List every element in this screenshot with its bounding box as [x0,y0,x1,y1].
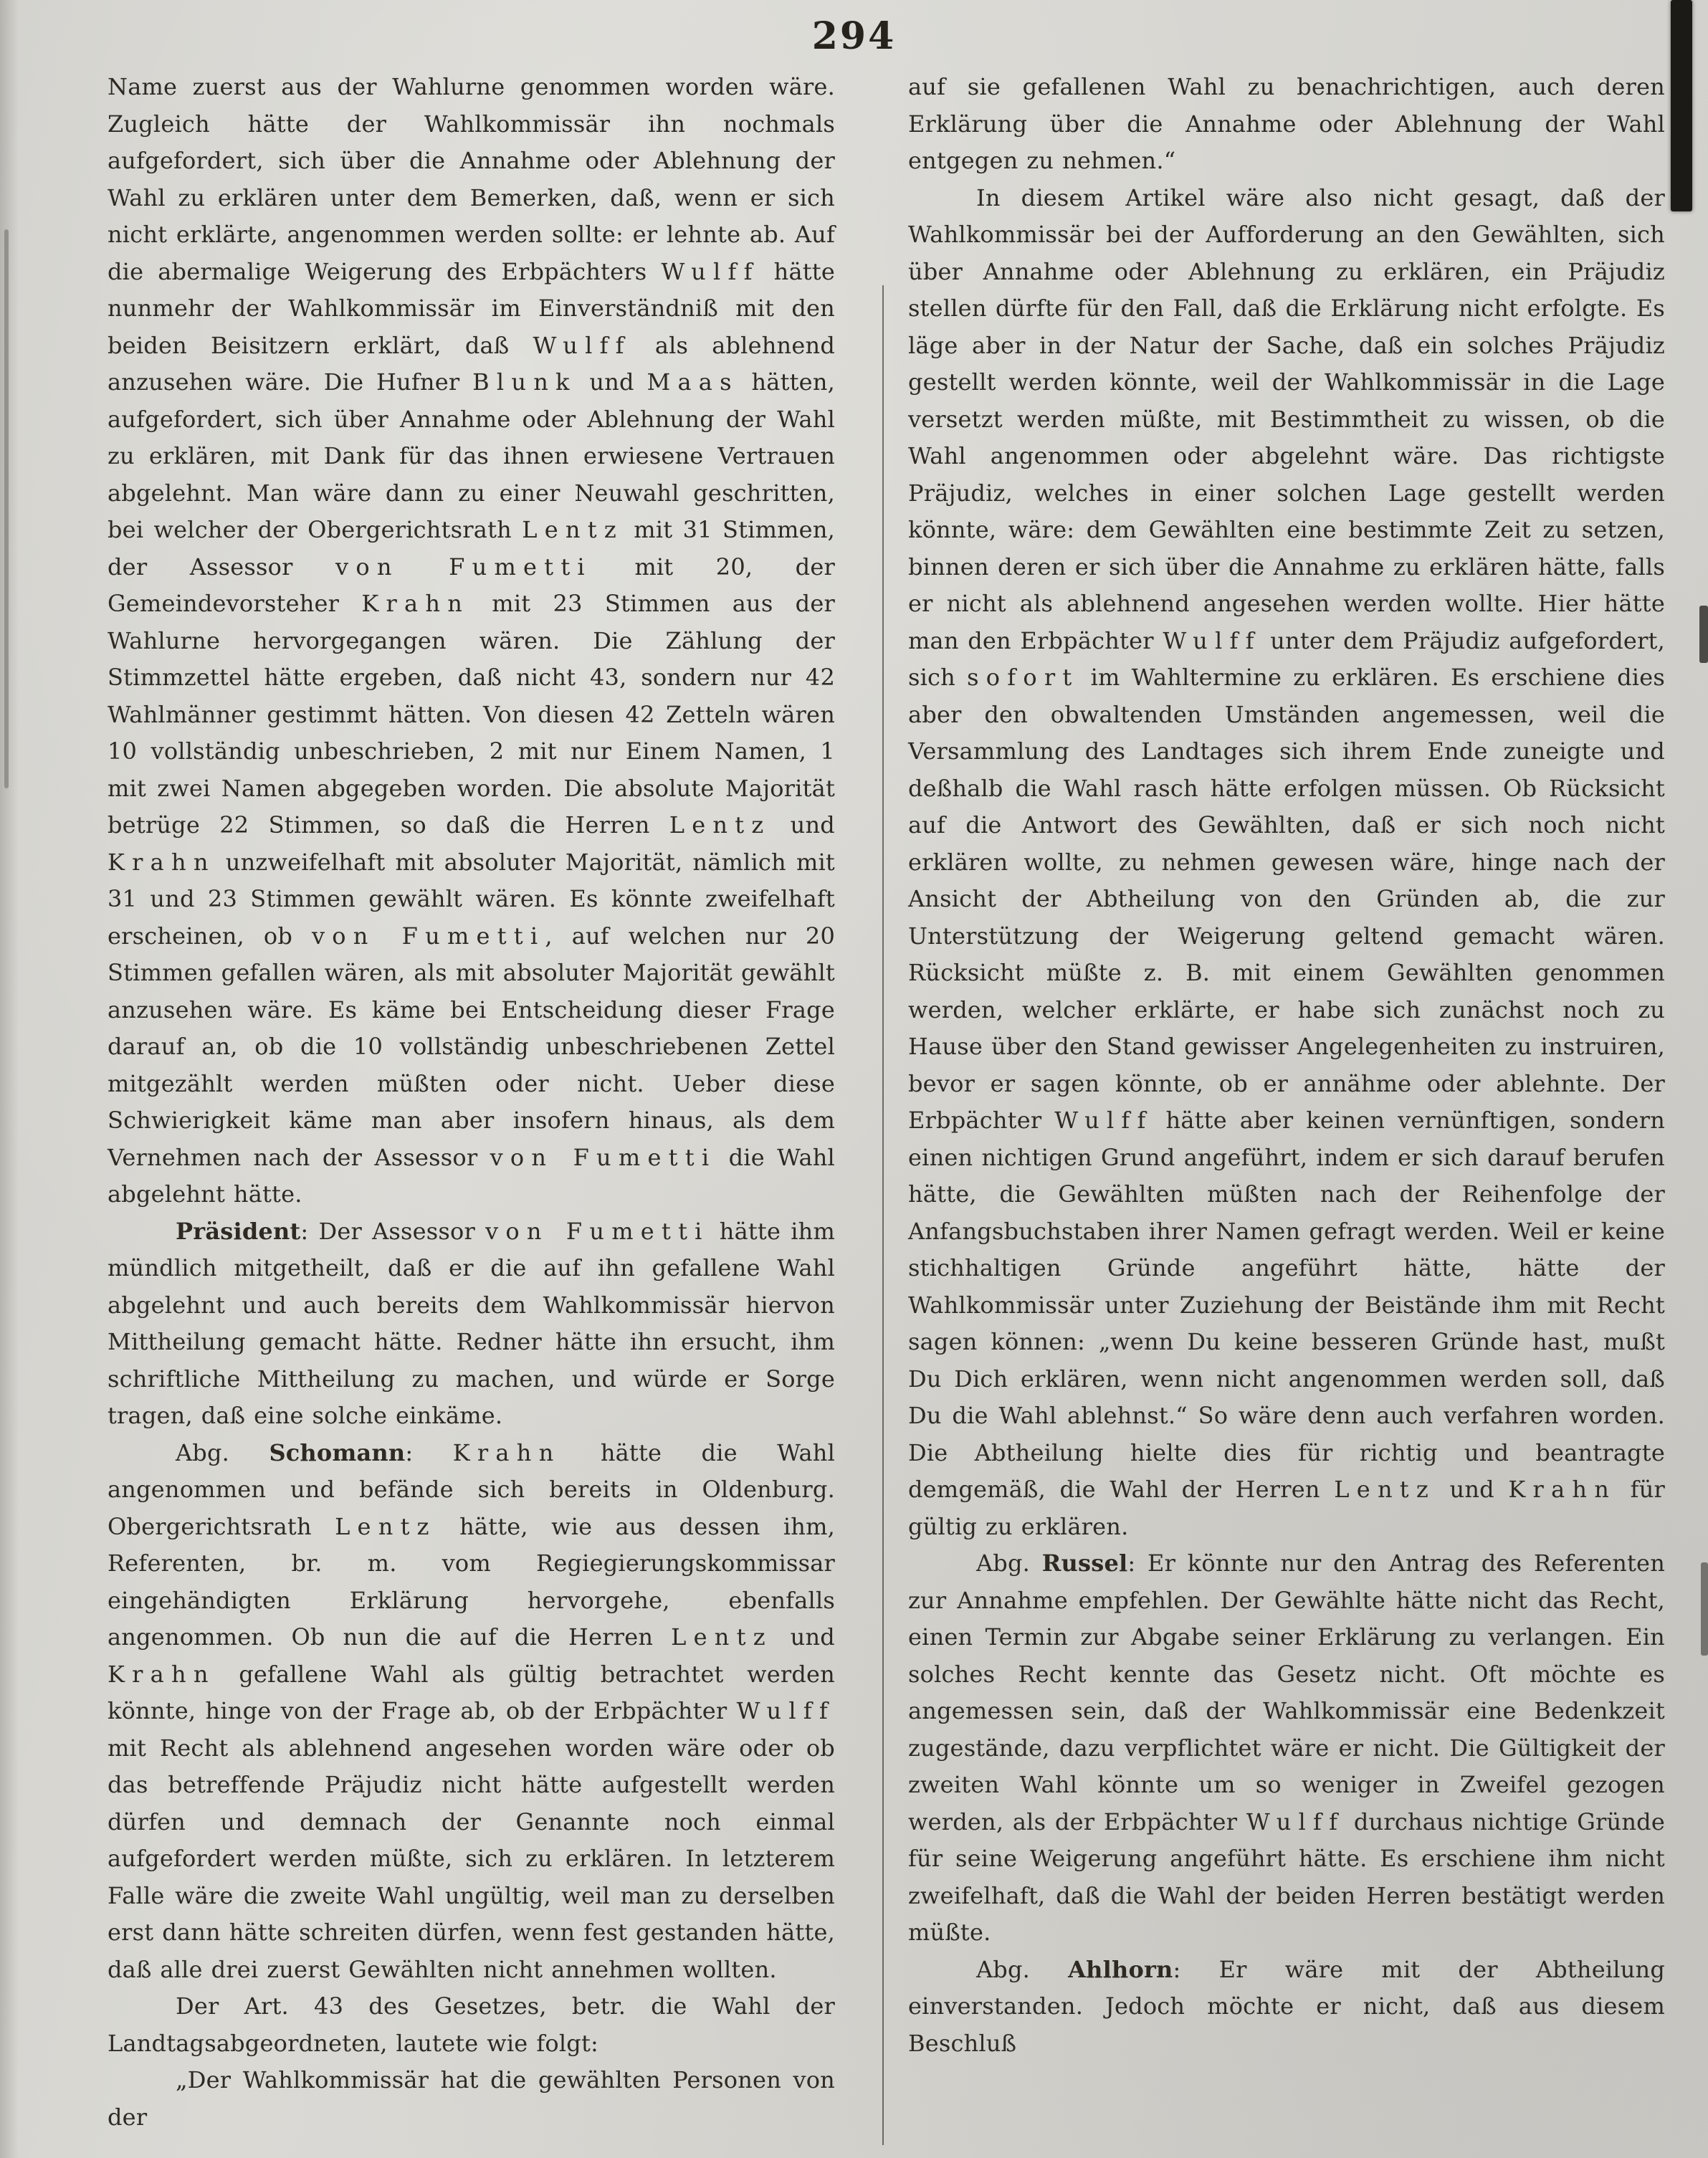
text-segment-normal: und [770,811,835,839]
text-segment-normal: Abg. [976,1550,1042,1577]
scan-shadow-left-edge [0,0,19,2158]
text-segment-normal: mit 20, der Gemeindevorsteher [108,553,835,617]
text-segment-bold: Russel [1041,1550,1128,1577]
text-segment-spaced: von Fumetti [485,1217,710,1245]
paragraph [108,1213,835,1435]
text-segment-spaced: Krahn [361,590,470,617]
scan-artifact-right-edge [1701,1562,1708,1656]
scan-artifact-left-edge [4,229,9,788]
text-segment-spaced: Blunk [472,368,577,396]
text-segment-spaced: Krahn [108,1660,216,1688]
text-segment-spaced: von Fumetti [335,553,592,581]
text-segment-spaced: Lentz [1334,1476,1436,1503]
text-segment-bold: Schomann [269,1438,406,1466]
text-segment-normal: mit Recht als ablehnend angesehen worden wäre oder ob das betreffende Präjudiz nicht hätte aufgestellt werden dürfen und demnach der Genannte noch einmal aufgefordert werden müßte, sich zu erklären. In letzterem Falle wäre die zweite Wahl ungültig, weil man zu derselben erst dann hätte schreiten dürfen, wenn fest gestanden hätte, daß alle drei zuerst Gewählten nicht annehmen wollten. [108,1734,835,1983]
text-segment-normal: unzweifelhaft mit absoluter Majorität, nämlich mit 31 und 23 Stimmen gewählt wären. Es könnte zweifelhaft erscheinen, ob [108,848,835,950]
text-segment-normal: mit 23 Stimmen aus der Wahlurne hervorgegangen wären. Die Zählung der Stimmzettel hätte ergeben, daß nicht 43, sondern nur 42 Wahlmänner gestimmt hätten. Von diesen 42 Zetteln wären 10 vollständig unbeschrieben, 2 mit nur Einem Namen, 1 mit zwei Namen abgegeben worden. Die absolute Majorität betrüge 22 Stimmen, so daß die Herren [108,590,835,839]
text-segment-bold: Ahlhorn [1068,1955,1173,1983]
scan-artifact-right-edge [1699,606,1708,663]
text-segment-normal: auf sie gefallenen Wahl zu benachrichtigen, auch deren Erklärung über die Annahme oder Ablehnung der Wahl entgegen zu nehmen.“ [908,73,1665,174]
text-segment-normal: hätte die Wahl angenommen und befände sich bereits in Oldenburg. Obergerichtsrath [108,1438,836,1540]
text-segment-spaced: Lentz [671,1623,773,1651]
text-segment-spaced: Maas [647,368,739,396]
text-segment-spaced: Wulff [736,1697,835,1724]
paragraph [908,1952,1665,2063]
left-column [108,69,835,2136]
text-segment-normal: als ablehnend anzusehen wäre. Die Hufner [108,331,835,396]
page-number: 294 [811,14,897,58]
text-segment-normal: Name zuerst aus der Wahlurne genommen worden wäre. Zugleich hätte der Wahlkommissär ihn nochmals aufgefordert, sich über die Annahme oder Ablehnung der Wahl zu erklären unter dem Bemerken, daß, wenn er sich nicht erklärte, angenommen werden sollte: er lehnte ab. Auf die abermalige Weigerung des Erbpächters [108,73,835,285]
paragraph [108,2062,835,2136]
text-segment-normal: hätten, aufgefordert, sich über Annahme oder Ablehnung der Wahl zu erklären, mit Dank für das ihnen erwiesene Vertrauen abgelehnt. Man wäre dann zu einer Neuwahl geschritten, bei welcher der Obergerichtsrath [108,368,836,543]
text-segment-spaced: Krahn [1508,1476,1617,1503]
text-segment-normal: Der Art. 43 des Gesetzes, betr. die Wahl der Landtagsabgeordneten, lautete wie folgt: [108,1992,835,2057]
text-segment-spaced: Wulff [533,331,631,359]
text-segment-spaced: Krahn [108,848,216,876]
right-column [908,69,1665,2062]
text-segment-spaced: Wulff [1163,626,1261,654]
text-segment-normal: im Wahltermine zu erklären. Es erschiene dies aber den obwaltenden Umständen angemessen, weil die Versammlung des Landtages sich ihrem Ende zuneigte und deßhalb die Wahl rasch hätte erfolgen müssen. Ob Rücksicht auf die Antwort des Gewählten, daß er sich noch nicht erklären wollte, zu nehmen gewesen wäre, hinge nach der Ansicht der Abtheilung von den Gründen ab, die zur Unterstützung der Weigerung geltend gemacht wären. Rücksicht müßte z. B. mit einem Gewählten genommen werden, welcher erklärte, er habe sich zunächst noch zu Hause über den Stand gewisser Angelegenheiten zu instruiren, bevor er sagen könnte, ob er annähme oder ablehnte. Der Erbpächter [908,664,1666,1134]
text-segment-normal: und [1436,1476,1509,1503]
text-segment-spaced: Lentz [522,516,624,543]
text-segment-normal: und [772,1623,835,1651]
text-segment-normal: unter dem Präjudiz aufgefordert, sich [908,626,1665,691]
text-segment-normal: hätte, wie aus dessen ihm, Referenten, br. m. vom Regiegierungskommissar eingehändigten Erklärung hervorgehe, ebenfalls angenommen. Ob nun die auf die Herren [108,1512,835,1651]
text-segment-normal: : Er wäre mit der Abtheilung einverstanden. Jedoch möchte er nicht, daß aus diesem Beschluß [908,1955,1666,2057]
text-segment-normal: : [405,1438,453,1466]
text-segment-normal: : Er könnte nur den Antrag des Referenten zur Annahme empfehlen. Der Gewählte hätte nicht das Recht, einen Termin zur Abgabe seiner Erklärung zu verlangen. Ein solches Recht kennte das Gesetz nicht. Oft möchte es angemessen sein, daß der Wahlkommissär eine Bedenkzeit zugestände, dazu verpflichtet wäre er nicht. Die Gültigkeit der zweiten Wahl könnte um so weniger in Zweifel gezogen werden, als der Erbpächter [908,1550,1666,1835]
text-segment-normal: „Der Wahlkommissär hat die gewählten Personen von der [108,2066,835,2131]
text-segment-normal: durchaus nichtige Gründe für seine Weigerung angeführt hätte. Es erschiene ihm nicht zweifelhaft, daß die Wahl der beiden Herren bestätigt werden müßte. [908,1808,1665,1946]
text-segment-normal: gefallene Wahl als gültig betrachtet werden könnte, hinge von der Frage ab, ob der Erbpächter [108,1660,835,1724]
text-segment-spaced: Wulff [1246,1808,1345,1835]
text-segment-spaced: Wulff [1054,1107,1153,1134]
text-block [108,69,1665,2136]
text-segment-spaced: Krahn [452,1438,561,1466]
text-segment-normal: hätte nunmehr der Wahlkommissär im Einverständniß mit den beiden Beisitzern erklärt, daß [108,257,835,359]
text-segment-normal: hätte ihm mündlich mitgetheilt, daß er die auf ihn gefallene Wahl abgelehnt und auch bereits dem Wahlkommissär hiervon Mittheilung gemacht hätte. Redner hätte ihn ersucht, ihm schriftliche Mittheilung zu machen, und würde er Sorge tragen, daß eine solche einkäme. [108,1217,835,1429]
text-segment-spaced: Lentz [335,1512,436,1540]
text-segment-normal: Abg. [176,1438,269,1466]
paragraph [908,1545,1665,1952]
text-segment-normal: für gültig zu erklären. [908,1476,1666,1540]
paragraph [908,180,1665,1546]
paragraph [108,69,835,1213]
paragraph [108,1435,835,1989]
text-segment-normal: mit 31 Stimmen, der Assessor [108,516,835,581]
text-segment-normal: : Der Assessor [300,1217,486,1245]
text-segment-normal: und [576,368,647,396]
text-segment-spaced: Wulff [661,257,760,285]
text-segment-spaced: Lentz [669,811,771,839]
text-segment-spaced: von Fumetti [311,922,545,950]
text-segment-normal: In diesem Artikel wäre also nicht gesagt, daß der Wahlkommissär bei der Aufforderung an den Gewählten, sich über Annahme oder Ablehnung zu erklären, ein Präjudiz stellen dürfte für den Fall, daß die Erklärung nicht erfolgte. Es läge aber in der Natur der Sache, daß ein solches Präjudiz gestellt werden könnte, weil der Wahlkommissär in die Lage versetzt werden müßte, mit Bestimmtheit zu wissen, ob die Wahl angenommen oder abgelehnt wäre. Das richtigste Präjudiz, welches in einer solchen Lage gestellt werden könnte, wäre: dem Gewählten eine bestimmte Zeit zu setzen, binnen deren er sich über die Annahme zu erklären hätte, falls er nicht als ablehnend angesehen werden wollte. Hier hätte man den Erbpächter [908,183,1665,654]
text-segment-normal: hätte aber keinen vernünftigen, sondern einen nichtigen Grund angeführt, indem er sich darauf berufen hätte, die Gewählten müßten nach der Reihenfolge der Anfangsbuchstaben ihrer Namen gefragt werden. Weil er keine stichhaltigen Gründe angeführt hätte, hätte der Wahlkommissär unter Zuziehung der Beistände ihm mit Recht sagen können: „wenn Du keine besseren Gründe hast, mußt Du Dich erklären, wenn nicht angenommen werden soll, daß Du die Wahl ablehnst.“ So wäre denn auch verfahren worden. Die Abtheilung hielte dies für richtig und beantragte demgemäß, die Wahl der Herren [908,1107,1666,1503]
text-segment-normal: Abg. [976,1955,1069,1983]
text-segment-normal: , auf welchen nur 20 Stimmen gefallen wären, als mit absoluter Majorität gewählt anzusehen wäre. Es käme bei Entscheidung dieser Frage darauf an, ob die 10 vollständig unbeschriebenen Zettel mitgezählt werden müßten oder nicht. Ueber diese Schwierigkeit käme man aber insofern hinaus, als dem Vernehmen nach der Assessor [108,922,836,1171]
text-segment-normal: die Wahl abgelehnt hätte. [108,1143,835,1208]
text-segment-bold: Präsident [176,1217,301,1245]
text-segment-spaced: von Fumetti [490,1143,717,1171]
text-segment-spaced: sofort [967,664,1079,691]
paragraph [108,1988,835,2062]
paragraph [908,69,1665,180]
